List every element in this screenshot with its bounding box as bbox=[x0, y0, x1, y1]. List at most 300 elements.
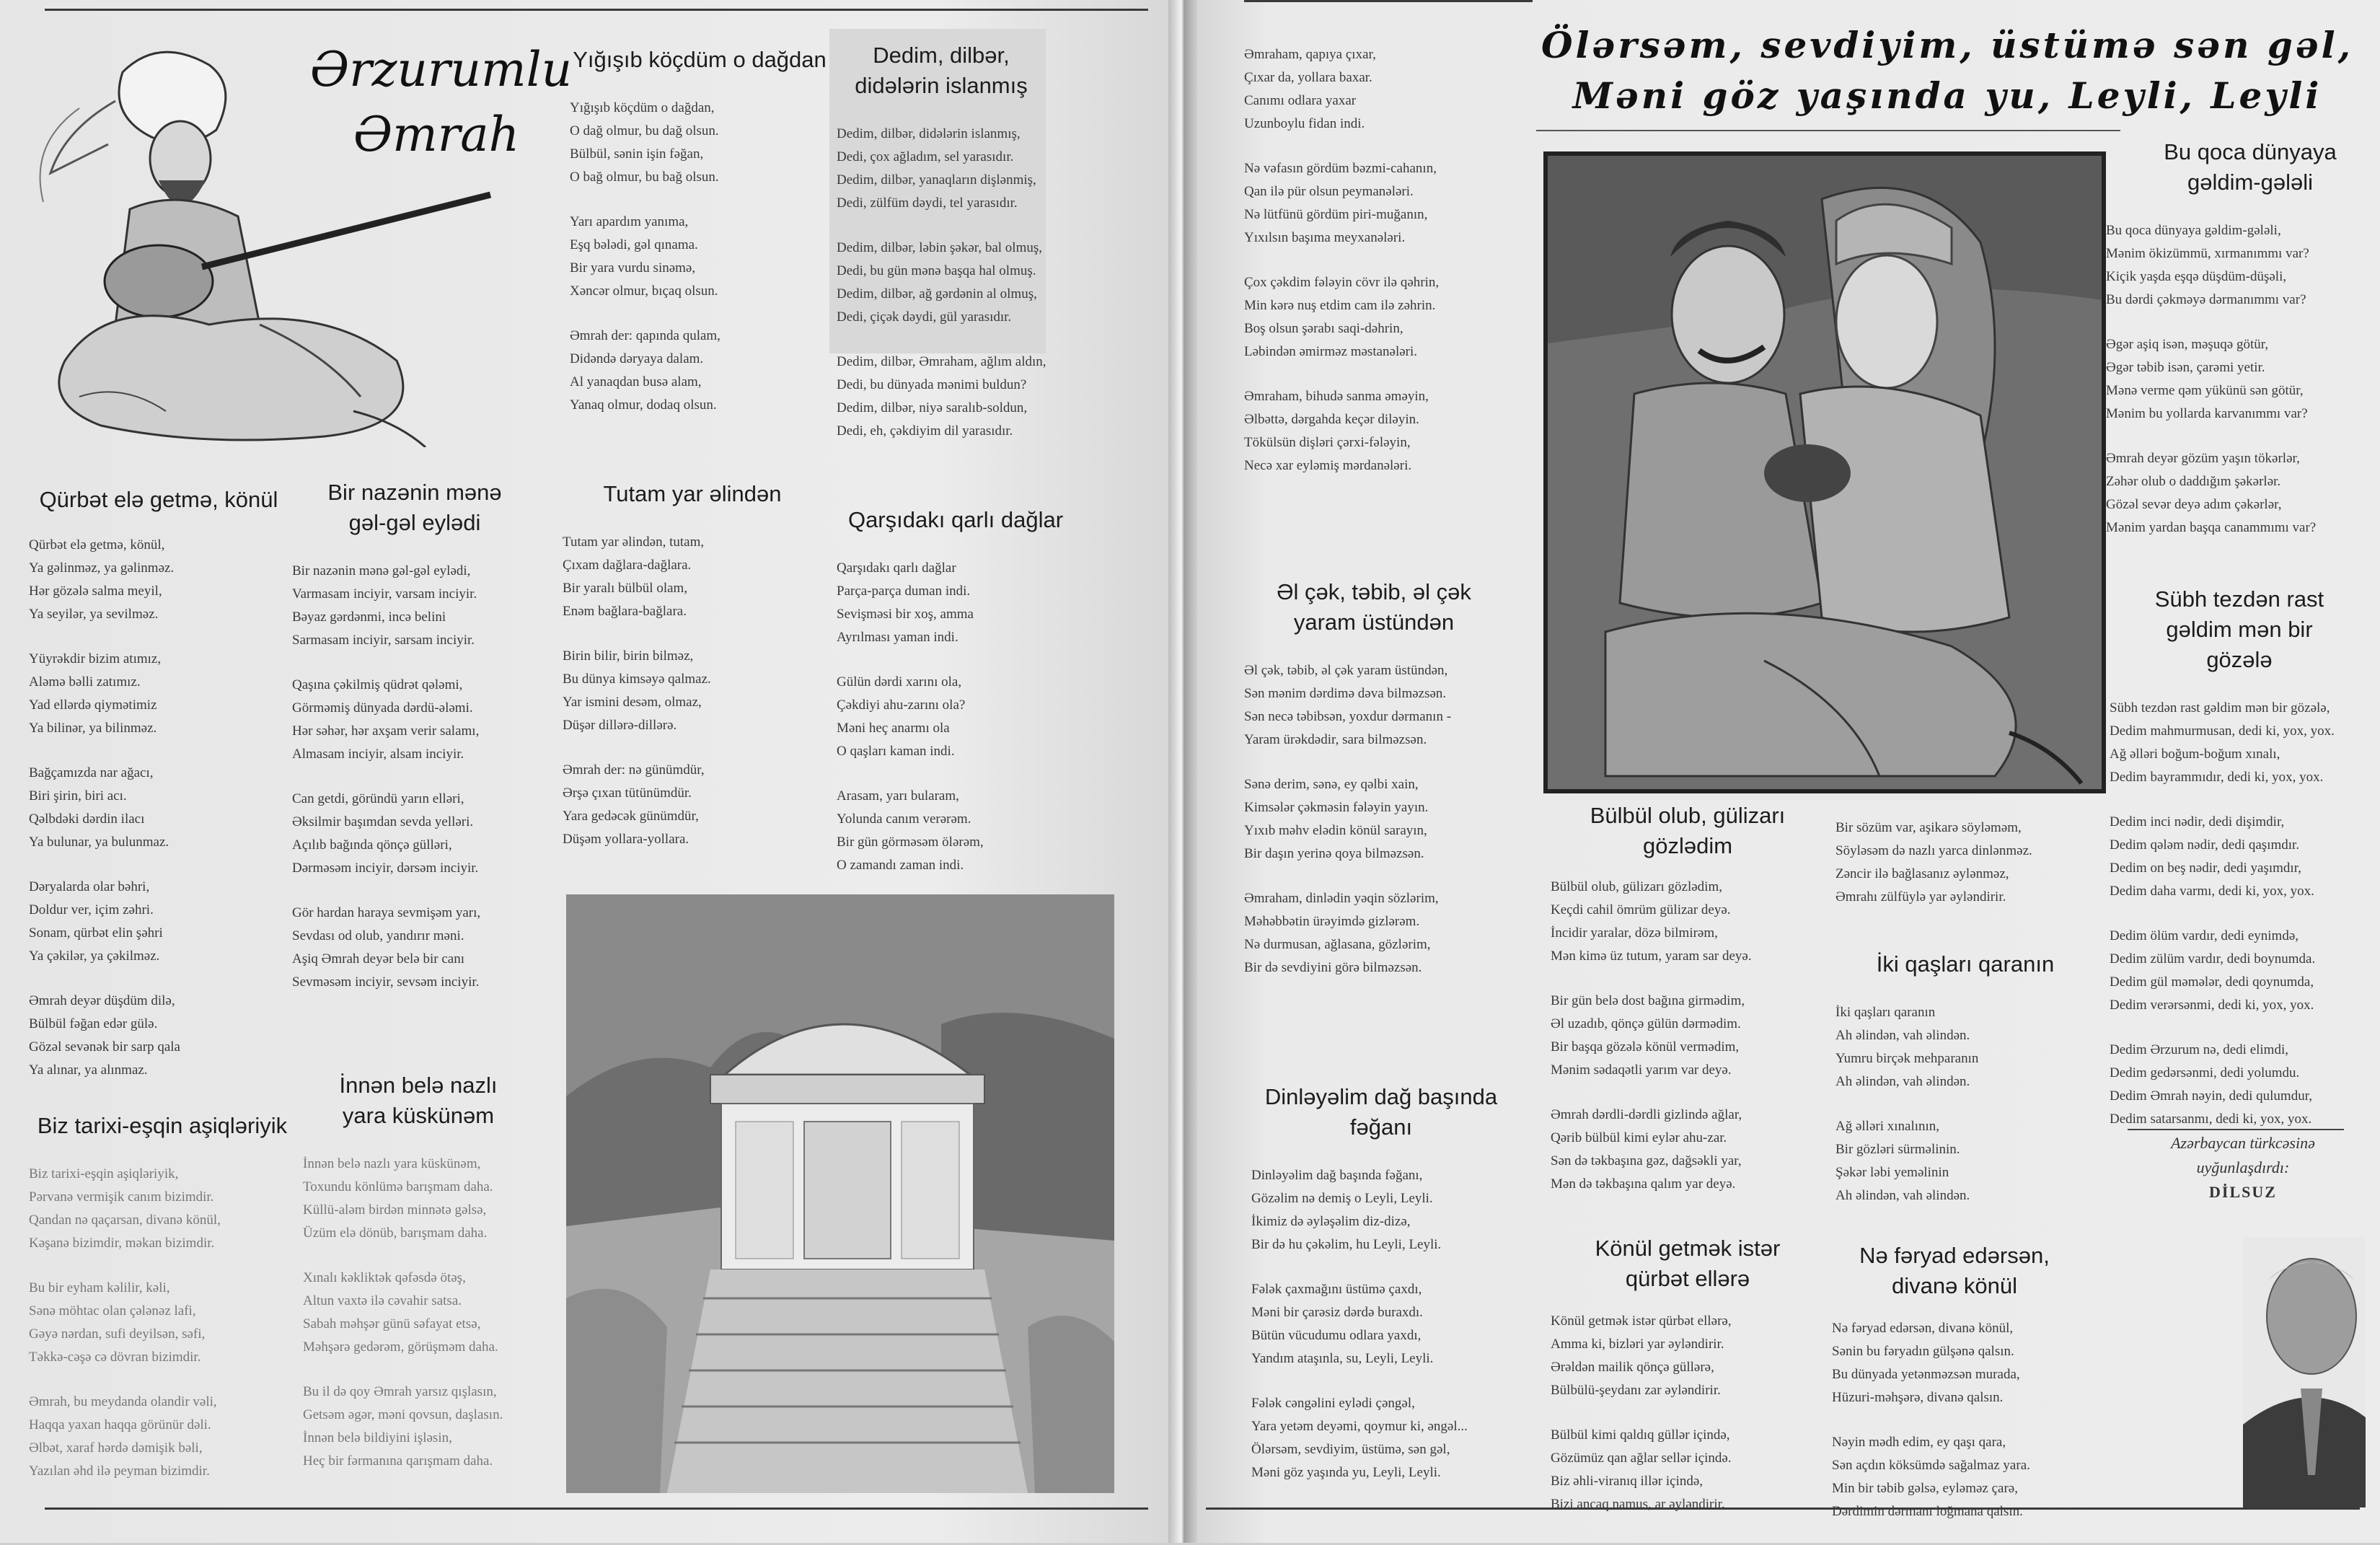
poem-line: Görməmiş dünyada dərdü-ələmi. bbox=[292, 700, 473, 716]
credit-name: DİLSUZ bbox=[2209, 1183, 2277, 1201]
poem-line: Bir gözləri sürməlinin. bbox=[1835, 1142, 1960, 1157]
poem-line: Getsəm əgər, məni qovsun, daşlasın. bbox=[303, 1407, 503, 1422]
poem-line: Sevməsəm inciyir, sevsəm inciyir. bbox=[292, 974, 480, 990]
stanza bbox=[837, 351, 1046, 443]
poem-line: Əmrahı zülfüylə yar əyləndirir. bbox=[1835, 889, 2006, 904]
poem-line: Təkkə-cəşə cə dövran bizimdir. bbox=[29, 1350, 201, 1365]
poem bbox=[563, 479, 822, 873]
poem-line: Gözəlim nə demiş o Leyli, Leyli. bbox=[1251, 1191, 1433, 1206]
poem-line: Fələk cəngəlini eylədi çəngəl, bbox=[1251, 1396, 1415, 1411]
leyli-painting-image bbox=[1548, 156, 2102, 789]
poem-line: Yazılan əhd ilə peyman bizimdir. bbox=[29, 1463, 210, 1479]
poem-line: Məhşərə gedərəm, görüşməm daha. bbox=[303, 1339, 498, 1355]
poem-line: Sənə derim, sənə, ey qəlbi xain, bbox=[1244, 777, 1419, 792]
poem-title: Bu qoca dünyaya gəldim-gələli bbox=[2164, 139, 2337, 195]
poem-line: Mənim sədaqətli yarım var deyə. bbox=[1551, 1062, 1732, 1078]
poem-line: O bağ olmur, bu bağ olsun. bbox=[570, 170, 719, 185]
poem-line: Min bir təbib gəlsə, eyləməz çarə, bbox=[1832, 1481, 2018, 1496]
stanza bbox=[837, 123, 1046, 215]
poem-line: Yar ismini desəm, olmaz, bbox=[563, 695, 702, 710]
stanza bbox=[292, 788, 552, 880]
poem-line: Bir daşın yerinə qoya bilməzsən. bbox=[1244, 846, 1424, 861]
poem-line: Bu dünyada yetənməzsən murada, bbox=[1832, 1367, 2020, 1382]
poem-line: Məni göz yaşında yu, Leyli, Leyli. bbox=[1251, 1465, 1441, 1480]
left-page bbox=[0, 0, 1168, 1543]
poem-title: Yığışıb köçdüm o dağdan bbox=[573, 47, 827, 72]
poem-line: Ləbindən əmirməz məstanələri. bbox=[1244, 344, 1418, 359]
tomb-photo bbox=[566, 894, 1114, 1493]
poem-line: Əmrah der: nə günümdür, bbox=[563, 762, 705, 778]
poem-line: Dedim, dilbər, didələrin islanmış, bbox=[837, 126, 1021, 141]
poem-line: Mənim ökizümmü, xırmanımmı var? bbox=[2106, 246, 2309, 261]
stanza bbox=[303, 1381, 563, 1473]
stanza bbox=[1244, 887, 1547, 980]
stanza bbox=[570, 97, 837, 189]
poem-line: Biz əhli-viranıq illər içində, bbox=[1551, 1474, 1704, 1489]
poem-line: Pərvanə vermişik canım bizimdir. bbox=[29, 1189, 214, 1205]
poem-line: İncidir yaralar, dözə bilmirəm, bbox=[1551, 925, 1718, 941]
stanza bbox=[1835, 1001, 2095, 1093]
stanza bbox=[1251, 1164, 1554, 1256]
poem-line: Dedim qələm nədir, dedi qaşımdır. bbox=[2110, 837, 2300, 853]
poem-line: Ya çəkilər, ya çəkilməz. bbox=[29, 948, 160, 964]
poem-line: Nə fəryad edərsən, divanə könül, bbox=[1832, 1321, 2014, 1336]
bottom-rule bbox=[45, 1507, 1148, 1510]
credit-rule bbox=[2128, 1129, 2344, 1130]
stanza bbox=[1244, 271, 1547, 364]
poem bbox=[1244, 43, 1547, 499]
poem bbox=[29, 485, 288, 1104]
stanza bbox=[303, 1267, 563, 1359]
poem-line: Enəm bağlara-bağlara. bbox=[563, 604, 687, 619]
poem-line: Eşq bələdi, gəl qınama. bbox=[570, 237, 698, 252]
poem-line: Düşər dillərə-dillərə. bbox=[563, 718, 677, 733]
lovers-painting bbox=[1543, 151, 2106, 793]
banner-line2: Məni göz yaşında yu, Leyli, Leyli bbox=[1572, 74, 2322, 117]
poem-line: Sənə möhtac olan çələnəz lafi, bbox=[29, 1303, 196, 1319]
poem bbox=[1551, 1233, 1832, 1538]
poem-line: Uzunboylu fidan indi. bbox=[1244, 116, 1365, 131]
poem-line: Çox çəkdim fələyin cövr ilə qəhrin, bbox=[1244, 275, 1440, 290]
poem bbox=[1835, 949, 2095, 1229]
poem-line: Sevişməsi bir xoş, amma bbox=[837, 607, 974, 622]
poem-line: Dedim on beş nədir, dedi yaşımdır, bbox=[2110, 860, 2302, 876]
poem-line: Əmrah dərdli-dərdli gizlində ağlar, bbox=[1551, 1107, 1742, 1122]
stanza bbox=[1244, 385, 1547, 477]
poem-line: Əmraham, bihudə sanma əməyin, bbox=[1244, 389, 1429, 404]
stanza bbox=[1835, 816, 2102, 909]
stanza bbox=[1551, 1310, 1832, 1402]
poem-line: Gözəl sevər deyə adım çəkərlər, bbox=[2106, 497, 2282, 512]
poem-line: Dinləyəlim dağ başında fəğanı, bbox=[1251, 1168, 1423, 1183]
poem-line: Bülbülü-şeydanı zar əyləndirir. bbox=[1551, 1383, 1721, 1398]
poem-line: Dedim daha varmı, dedi ki, yox, yox. bbox=[2110, 884, 2314, 899]
poem-line: Keçdi cahil ömrüm gülizar deyə. bbox=[1551, 902, 1731, 917]
poem bbox=[563, 45, 837, 439]
header-title-line1: Ərzurumlu bbox=[310, 42, 573, 97]
poem-line: Əmrah deyər düşdüm dilə, bbox=[29, 993, 175, 1008]
poem-line: Yumru birçək mehparanın bbox=[1835, 1051, 1979, 1066]
stanza bbox=[29, 1391, 296, 1483]
poem-line: Parça-parça duman indi. bbox=[837, 584, 971, 599]
poem-line: Yarı apardım yanıma, bbox=[570, 214, 689, 229]
poem-line: Sənin bu fəryadın gülşənə qalsın. bbox=[1832, 1344, 2014, 1359]
banner-line1: Ölərsəm, sevdiyim, üstümə sən gəl, bbox=[1541, 24, 2354, 66]
poem-title: İnnən belə nazlı yara küskünəm bbox=[339, 1073, 498, 1128]
stanza bbox=[837, 557, 1075, 649]
poem-line: Şəkər ləbi yeməlinin bbox=[1835, 1165, 1949, 1180]
poem-line: Əl çək, təbib, əl çək yaram üstündən, bbox=[1244, 663, 1448, 678]
poem-line: Söyləsəm də nazlı yarca dinlənməz. bbox=[1835, 843, 2032, 858]
poem-title: Tutam yar əlindən bbox=[603, 481, 782, 506]
poem-title: Sübh tezdən rast gəldim mən bir gözələ bbox=[2154, 586, 2324, 672]
poem-line: Üzüm elə dönüb, barışmam daha. bbox=[303, 1225, 488, 1241]
poem-line: Bülbül, sənin işin fəğan, bbox=[570, 146, 704, 162]
stanza bbox=[1251, 1392, 1554, 1484]
poem-line: Fələk çaxmağını üstümə çaxdı, bbox=[1251, 1282, 1422, 1297]
poem bbox=[1835, 816, 2102, 930]
poem-line: Bir gün görməsəm ölərəm, bbox=[837, 835, 984, 850]
poem-title: Əl çək, təbib, əl çək yaram üstündən bbox=[1277, 579, 1471, 635]
stanza bbox=[1832, 1431, 2099, 1523]
poem-line: Biz tarixi-eşqin aşiqləriyik, bbox=[29, 1166, 179, 1181]
poem-line: Könül getmək istər qürbət ellərə, bbox=[1551, 1313, 1732, 1329]
credit-line2: uyğunlaşdırdı: bbox=[2196, 1158, 2290, 1176]
poem-line: Sübh tezdən rast gəldim mən bir gözələ, bbox=[2110, 700, 2330, 716]
poem-line: Zəncir ilə bağlasanız əylənməz, bbox=[1835, 866, 2009, 881]
poem-line: Sevdası od olub, yandırır məni. bbox=[292, 928, 464, 943]
poem-line: Gözəl sevənək bir sarp qala bbox=[29, 1039, 180, 1055]
poem-line: İnnən belə bildiyini işləsin, bbox=[303, 1430, 452, 1445]
poem bbox=[292, 477, 552, 1016]
poem-line: Qan ilə pür olsun peymanələri. bbox=[1244, 184, 1414, 199]
poem-line: Bu bir eyham kəlilir, kəli, bbox=[29, 1280, 170, 1295]
credit-line1: Azərbaycan türkcəsinə bbox=[2171, 1134, 2315, 1152]
poem-line: Arasam, yarı bularam, bbox=[837, 788, 959, 804]
poem-line: Yüyrəkdir bizim atımız, bbox=[29, 651, 162, 666]
poem-line: Hüzuri-məhşərə, divanə qalsın. bbox=[1832, 1390, 2004, 1405]
poem-line: Dərməsəm inciyir, dərsəm inciyir. bbox=[292, 860, 479, 876]
poem-line: Ərəldən mailik qönçə güllərə, bbox=[1551, 1360, 1714, 1375]
stanza bbox=[292, 674, 552, 766]
stanza bbox=[1244, 43, 1547, 136]
stanza bbox=[2106, 447, 2380, 540]
poem-line: Dedim mahmurmusan, dedi ki, yox, yox. bbox=[2110, 723, 2335, 739]
poem-line: Haqqa yaxan haqqa görünür dəli. bbox=[29, 1417, 211, 1432]
poem-line: Dedi, çiçək dəydi, gül yarasıdır. bbox=[837, 309, 1012, 325]
poem-line: Bütün vücudumu odlara yaxdı, bbox=[1251, 1328, 1422, 1343]
stanza bbox=[1551, 1424, 1832, 1516]
stanza bbox=[2110, 925, 2376, 1017]
stanza bbox=[563, 759, 822, 851]
poem-line: Amma ki, bizləri yar əyləndirir. bbox=[1551, 1337, 1724, 1352]
page-gutter bbox=[1168, 0, 1197, 1543]
stanza bbox=[837, 237, 1046, 329]
poem-line: Qandan nə qaçarsan, divanə könül, bbox=[29, 1212, 221, 1228]
poem-line: Bir yara vurdu sinəmə, bbox=[570, 260, 696, 276]
poem-line: Ah əlindən, vah əlindən. bbox=[1835, 1028, 1970, 1043]
stanza bbox=[2110, 1039, 2376, 1131]
poem-line: İkimiz də əyləşəlim diz-dizə, bbox=[1251, 1214, 1411, 1229]
poem bbox=[303, 1070, 563, 1495]
poem bbox=[2099, 137, 2380, 561]
poem-line: Xınalı kəkliktək qəfəsdə ötəş, bbox=[303, 1270, 466, 1285]
poem-line: Sabah məhşər günü səfayat etsə, bbox=[303, 1316, 481, 1331]
poem bbox=[837, 505, 1075, 899]
poem-line: Ya gəlinməz, ya gəlinməz. bbox=[29, 560, 175, 576]
poem-line: Bizi ancaq namus, ar əyləndirir. bbox=[1551, 1497, 1725, 1512]
poem-line: Aləmə bəlli zatımız. bbox=[29, 674, 141, 690]
stanza bbox=[1551, 990, 1839, 1082]
poem-line: Dedi, bu dünyada mənimi buldun? bbox=[837, 377, 1027, 392]
stanza bbox=[1244, 773, 1547, 866]
poem-line: Gözümüz qan ağlar sellər içində. bbox=[1551, 1451, 1732, 1466]
poem-line: Bülbül kimi qaldıq güllər içində, bbox=[1551, 1427, 1730, 1443]
poem-line: Boş olsun şərabı saqi-dəhrin, bbox=[1244, 321, 1403, 336]
poem-line: Almasam inciyir, alsam inciyir. bbox=[292, 747, 464, 762]
poem-line: Tutam yar əlindən, tutam, bbox=[563, 534, 705, 550]
poem-line: Ölərsəm, sevdiyim, üstümə, sən gəl, bbox=[1251, 1442, 1450, 1457]
poem-line: Bu dünya kimsəyə qalmaz. bbox=[563, 672, 711, 687]
poem-line: Əl uzadıb, qönçə gülün dərmədim. bbox=[1551, 1016, 1741, 1031]
header-title-line2: Əmrah bbox=[353, 107, 520, 162]
poem-line: Dedi, zülfüm dəydi, tel yarasıdır. bbox=[837, 195, 1018, 211]
poem-line: Qəlbdəki dərdin ilacı bbox=[29, 811, 145, 827]
poem-line: Mənə verme qəm yükünü sən götür, bbox=[2106, 383, 2304, 398]
poem bbox=[29, 1111, 296, 1505]
stanza bbox=[563, 531, 822, 623]
poem-line: Kəşanə bizimdir, məkan bizimdir. bbox=[29, 1236, 215, 1251]
poem-line: Bir yaralı bülbül olam, bbox=[563, 581, 688, 596]
poem-line: Hər səhər, hər axşam verir salamı, bbox=[292, 723, 480, 739]
poem-line: Aşiq Əmrah deyər belə bir canı bbox=[292, 951, 464, 967]
stanza bbox=[29, 876, 288, 968]
poem-line: Birin bilir, birin bilməz, bbox=[563, 648, 694, 664]
poem-line: Canımı odlara yaxar bbox=[1244, 93, 1357, 108]
poem-line: Yad ellərdə qiymətimiz bbox=[29, 697, 157, 713]
poem-line: Kimsələr çəkməsin fələyin yayın. bbox=[1244, 800, 1429, 815]
poem-line: Yandım ataşınla, su, Leyli, Leyli. bbox=[1251, 1351, 1434, 1366]
poem-line: Al yanaqdan busə alam, bbox=[570, 374, 702, 389]
poem-line: Məni heç anarmı ola bbox=[837, 721, 950, 736]
poem-line: Dedim, dilbər, Əmraham, ağlım aldın, bbox=[837, 354, 1046, 369]
poem-line: Bir sözüm var, aşikarə söyləməm, bbox=[1835, 820, 2022, 835]
poem-title: Könül getmək istər qürbət ellərə bbox=[1595, 1236, 1781, 1291]
poem bbox=[1251, 1082, 1554, 1506]
poem-line: Nəyin mədh edim, ey qaşı qara, bbox=[1832, 1435, 2006, 1450]
banner-title bbox=[1515, 20, 2380, 121]
poem-line: Əmrah deyər gözüm yaşın tökərlər, bbox=[2106, 451, 2300, 466]
poem-line: O dağ olmur, bu dağ olsun. bbox=[570, 123, 719, 138]
poem-line: Əmrah, bu meydanda olandir vəli, bbox=[29, 1394, 217, 1409]
poem-line: Didəndə dəryaya dalam. bbox=[570, 351, 704, 366]
poem bbox=[2102, 584, 2376, 1153]
poem-line: Dəryalarda olar bəhri, bbox=[29, 879, 150, 894]
poem-line: Ya alınar, ya alınmaz. bbox=[29, 1062, 148, 1078]
poem-line: Toxundu könlümə barışmam daha. bbox=[303, 1179, 493, 1194]
poem-title: Biz tarixi-eşqin aşiqləriyik bbox=[37, 1113, 288, 1138]
top-rule bbox=[45, 9, 1148, 11]
stanza bbox=[29, 1163, 296, 1255]
poem-line: Gəyə nərdan, sufi deyilsən, səfi, bbox=[29, 1326, 206, 1342]
poem-line: Bir nazənin mənə gəl-gəl eylədi, bbox=[292, 563, 471, 578]
poem-line: Sən mənim dərdimə dəva bilməzsən. bbox=[1244, 686, 1447, 701]
poem-line: Ərşə çıxan tütünümdür. bbox=[563, 785, 692, 801]
stanza bbox=[570, 325, 837, 417]
poem-title: Dedim, dilbər, didələrin islanmış bbox=[855, 43, 1028, 98]
poem-line: Əksilmir başımdan sevda yelləri. bbox=[292, 814, 474, 829]
poem-line: Əlbət, xaraf hərdə dəmişik bəli, bbox=[29, 1440, 203, 1456]
poem-line: Yolunda canım verərəm. bbox=[837, 811, 971, 827]
poem-line: Yara gedəcək günümdür, bbox=[563, 809, 699, 824]
poem-line: Yığışıb köçdüm o dağdan, bbox=[570, 100, 715, 115]
poem-line: Əmrah der: qapında qulam, bbox=[570, 328, 720, 343]
stanza bbox=[29, 762, 288, 854]
poem-line: O zamandı zaman indi. bbox=[837, 858, 964, 873]
stanza bbox=[29, 1277, 296, 1369]
poem-title: Dinləyəlim dağ başında fəğanı bbox=[1264, 1084, 1498, 1140]
poem-line: Mənim yardan başqa canammımı var? bbox=[2106, 520, 2317, 535]
top-rule bbox=[1244, 0, 1533, 2]
poem-line: Mən də təkbaşına qalım yar deyə. bbox=[1551, 1176, 1736, 1192]
poem-title: İki qaşları qaranın bbox=[1876, 951, 2055, 977]
right-page bbox=[1197, 0, 2380, 1543]
poem-line: Biri şirin, biri acı. bbox=[29, 788, 127, 804]
poem-line: Hər gözələ salma meyil, bbox=[29, 584, 162, 599]
poem-line: Düşəm yollara-yollara. bbox=[563, 832, 689, 847]
poem-line: Dedi, eh, çəkdiyim dil yarasıdır. bbox=[837, 423, 1013, 439]
poem bbox=[1244, 577, 1547, 1001]
poem-line: Nə vəfasın gördüm bəzmi-cahanın, bbox=[1244, 161, 1437, 176]
stanza bbox=[570, 211, 837, 303]
poem-line: Dedim zülüm vardır, dedi boynumda. bbox=[2110, 951, 2316, 967]
poem-line: Dedim, dilbər, niyə saralıb-soldun, bbox=[837, 400, 1028, 415]
poem-line: Yıxılsın başıma meyxanələri. bbox=[1244, 230, 1406, 245]
poem-line: Min kərə nuş etdim cam ilə zəhrin. bbox=[1244, 298, 1436, 313]
stanza bbox=[2110, 697, 2376, 789]
stanza bbox=[292, 902, 552, 994]
poem-line: Açılıb bağında qönçə gülləri, bbox=[292, 837, 452, 853]
poem-line: Qarşıdakı qarlı dağlar bbox=[837, 560, 956, 576]
poem-line: Ya bilinər, ya bilinməz. bbox=[29, 721, 157, 736]
stanza bbox=[29, 990, 288, 1082]
poem-line: Dedim gedərsənmi, dedi yolumdu. bbox=[2110, 1065, 2300, 1080]
poem-line: Əmraham, qapıya çıxar, bbox=[1244, 47, 1376, 62]
poem-line: Əlbəttə, dərgahda keçər diləyin. bbox=[1244, 412, 1419, 427]
poem-line: Ya seyilər, ya sevilməz. bbox=[29, 607, 159, 622]
poem-line: Dedim gül məmələr, dedi qoynumda, bbox=[2110, 974, 2314, 990]
poem-line: Altun vaxtə ilə cəvahir satsa. bbox=[303, 1293, 462, 1308]
poem-line: Çıxar da, yollara baxar. bbox=[1244, 70, 1372, 85]
poem-title: Bülbül olub, gülizarı gözlədim bbox=[1590, 803, 1786, 858]
poem-line: Məhəbbətin ürəyimdə gizlərəm. bbox=[1244, 914, 1420, 929]
poem-line: Ya bulunar, ya bulunmaz. bbox=[29, 835, 169, 850]
poem-line: Dedim satarsanmı, dedi ki, yox, yox. bbox=[2110, 1112, 2312, 1127]
poem-line: Doldur ver, içim zəhri. bbox=[29, 902, 154, 917]
poem-line: Ah əlindən, vah əlindən. bbox=[1835, 1074, 1970, 1089]
poem-line: Sən də təkbaşına gəz, dağsəkli yar, bbox=[1551, 1153, 1742, 1168]
poem-line: Zəhər olub o daddığım şəkərlər. bbox=[2106, 474, 2281, 489]
poem-line: Dedim bayrammıdır, dedi ki, yox, yox. bbox=[2110, 770, 2324, 785]
stanza bbox=[837, 671, 1075, 763]
author-portrait bbox=[2243, 1237, 2366, 1507]
poem-line: Küllü-aləm birdən minnətə gəlsə, bbox=[303, 1202, 487, 1218]
mausoleum-image bbox=[566, 894, 1114, 1493]
poem-line: Dedim Ərzurum nə, dedi elimdi, bbox=[2110, 1042, 2288, 1057]
poem-line: Bir gün belə dost bağına girmədim, bbox=[1551, 993, 1745, 1008]
poem-line: Yıxıb məhv elədin könül sarayın, bbox=[1244, 823, 1427, 838]
poem-line: Can getdi, göründü yarın elləri, bbox=[292, 791, 464, 806]
poem-line: Bəyaz gərdənmi, incə belini bbox=[292, 609, 446, 625]
poem-line: Məni bir çarəsiz dərdə buraxdı. bbox=[1251, 1305, 1423, 1320]
stanza bbox=[29, 534, 288, 626]
poem-line: Gülün dərdi xarını ola, bbox=[837, 674, 962, 690]
poem bbox=[837, 40, 1046, 465]
poem-line: Əgər təbib isən, çarəmi yetir. bbox=[2106, 360, 2265, 375]
poem-line: Nə lütfünü gördüm piri-muğanın, bbox=[1244, 207, 1428, 222]
stanza bbox=[1244, 157, 1547, 250]
stanza bbox=[1244, 659, 1547, 752]
stanza bbox=[2106, 219, 2380, 312]
poem-line: Sən necə təbibsən, yoxdur dərmanın - bbox=[1244, 709, 1452, 724]
poem-line: Sarmasam inciyir, sarsam inciyir. bbox=[292, 633, 475, 648]
poem bbox=[1832, 1241, 2099, 1545]
poem-line: Bir də sevdiyini görə bilməzsən. bbox=[1244, 960, 1422, 975]
poem-line: Bu il də qoy Əmrah yarsız qışlasın, bbox=[303, 1384, 497, 1399]
stanza bbox=[1551, 1104, 1839, 1196]
poem-line: İnnən belə nazlı yara küskünəm, bbox=[303, 1156, 481, 1171]
poem-line: Ağ əlləri boğum-boğum xınalı, bbox=[2110, 747, 2280, 762]
poem-line: Tökülsün dişləri çərxi-fələyin, bbox=[1244, 435, 1411, 450]
poem-line: Qərib bülbül kimi eylər ahu-zar. bbox=[1551, 1130, 1727, 1145]
poem-line: Bülbül fəğan edər gülə. bbox=[29, 1016, 158, 1031]
stanza bbox=[837, 785, 1075, 877]
poem-line: Heç bir fərmanına qarışmam daha. bbox=[303, 1453, 493, 1469]
stanza bbox=[292, 560, 552, 652]
poem-line: İki qaşları qaranın bbox=[1835, 1005, 1936, 1020]
poem-line: Dedim inci nədir, dedi dişimdir, bbox=[2110, 814, 2285, 829]
poem-line: Sən açdın köksümdə sağalmaz yara. bbox=[1832, 1458, 2030, 1473]
poem-line: Yanaq olmur, dodaq olsun. bbox=[570, 397, 717, 413]
poem-line: Qaşına çəkilmiş qüdrət qələmi, bbox=[292, 677, 463, 692]
poem-line: Çıxam dağlara-dağlara. bbox=[563, 558, 692, 573]
poem-line: Necə xar eyləmiş mərdanələri. bbox=[1244, 458, 1412, 473]
stanza bbox=[1835, 1115, 2095, 1207]
poem-line: Bir də hu çəkəlim, hu Leyli, Leyli. bbox=[1251, 1237, 1442, 1252]
stanza bbox=[303, 1153, 563, 1245]
poem-line: Xəncər olmur, bıçaq olsun. bbox=[570, 283, 718, 299]
poem-line: Mənim bu yollarda karvanımmı var? bbox=[2106, 406, 2308, 421]
translator-credit bbox=[2128, 1131, 2358, 1205]
stanza bbox=[1251, 1278, 1554, 1370]
stanza bbox=[29, 648, 288, 740]
stanza bbox=[2110, 811, 2376, 903]
header-title bbox=[310, 38, 573, 167]
poem-line: Bağçamızda nar ağacı, bbox=[29, 765, 154, 780]
poem-line: Nə durmusan, ağlasana, gözlərim, bbox=[1244, 937, 1431, 952]
banner-rule bbox=[1536, 130, 2120, 131]
poem-line: Dedim Əmrah nəyin, dedi qulumdur, bbox=[2110, 1088, 2313, 1104]
poem-line: Dedi, çox ağladım, sel yarasıdır. bbox=[837, 149, 1014, 164]
poem-line: Dedim ölüm vardır, dedi eynimdə, bbox=[2110, 928, 2299, 943]
poem-line: Dedim verərsənmi, dedi ki, yox, yox. bbox=[2110, 998, 2314, 1013]
stanza bbox=[1832, 1317, 2099, 1409]
poem-line: Bu dərdi çəkməyə dərmanımmı var? bbox=[2106, 292, 2306, 307]
poem-line: Qürbət elə getmə, könül, bbox=[29, 537, 165, 553]
poem-line: Çəkdiyi ahu-zarını ola? bbox=[837, 697, 966, 713]
poem-title: Qürbət elə getmə, könül bbox=[39, 487, 278, 512]
poem-line: Mən kimə üz tutum, yaram sar deyə. bbox=[1551, 948, 1752, 964]
